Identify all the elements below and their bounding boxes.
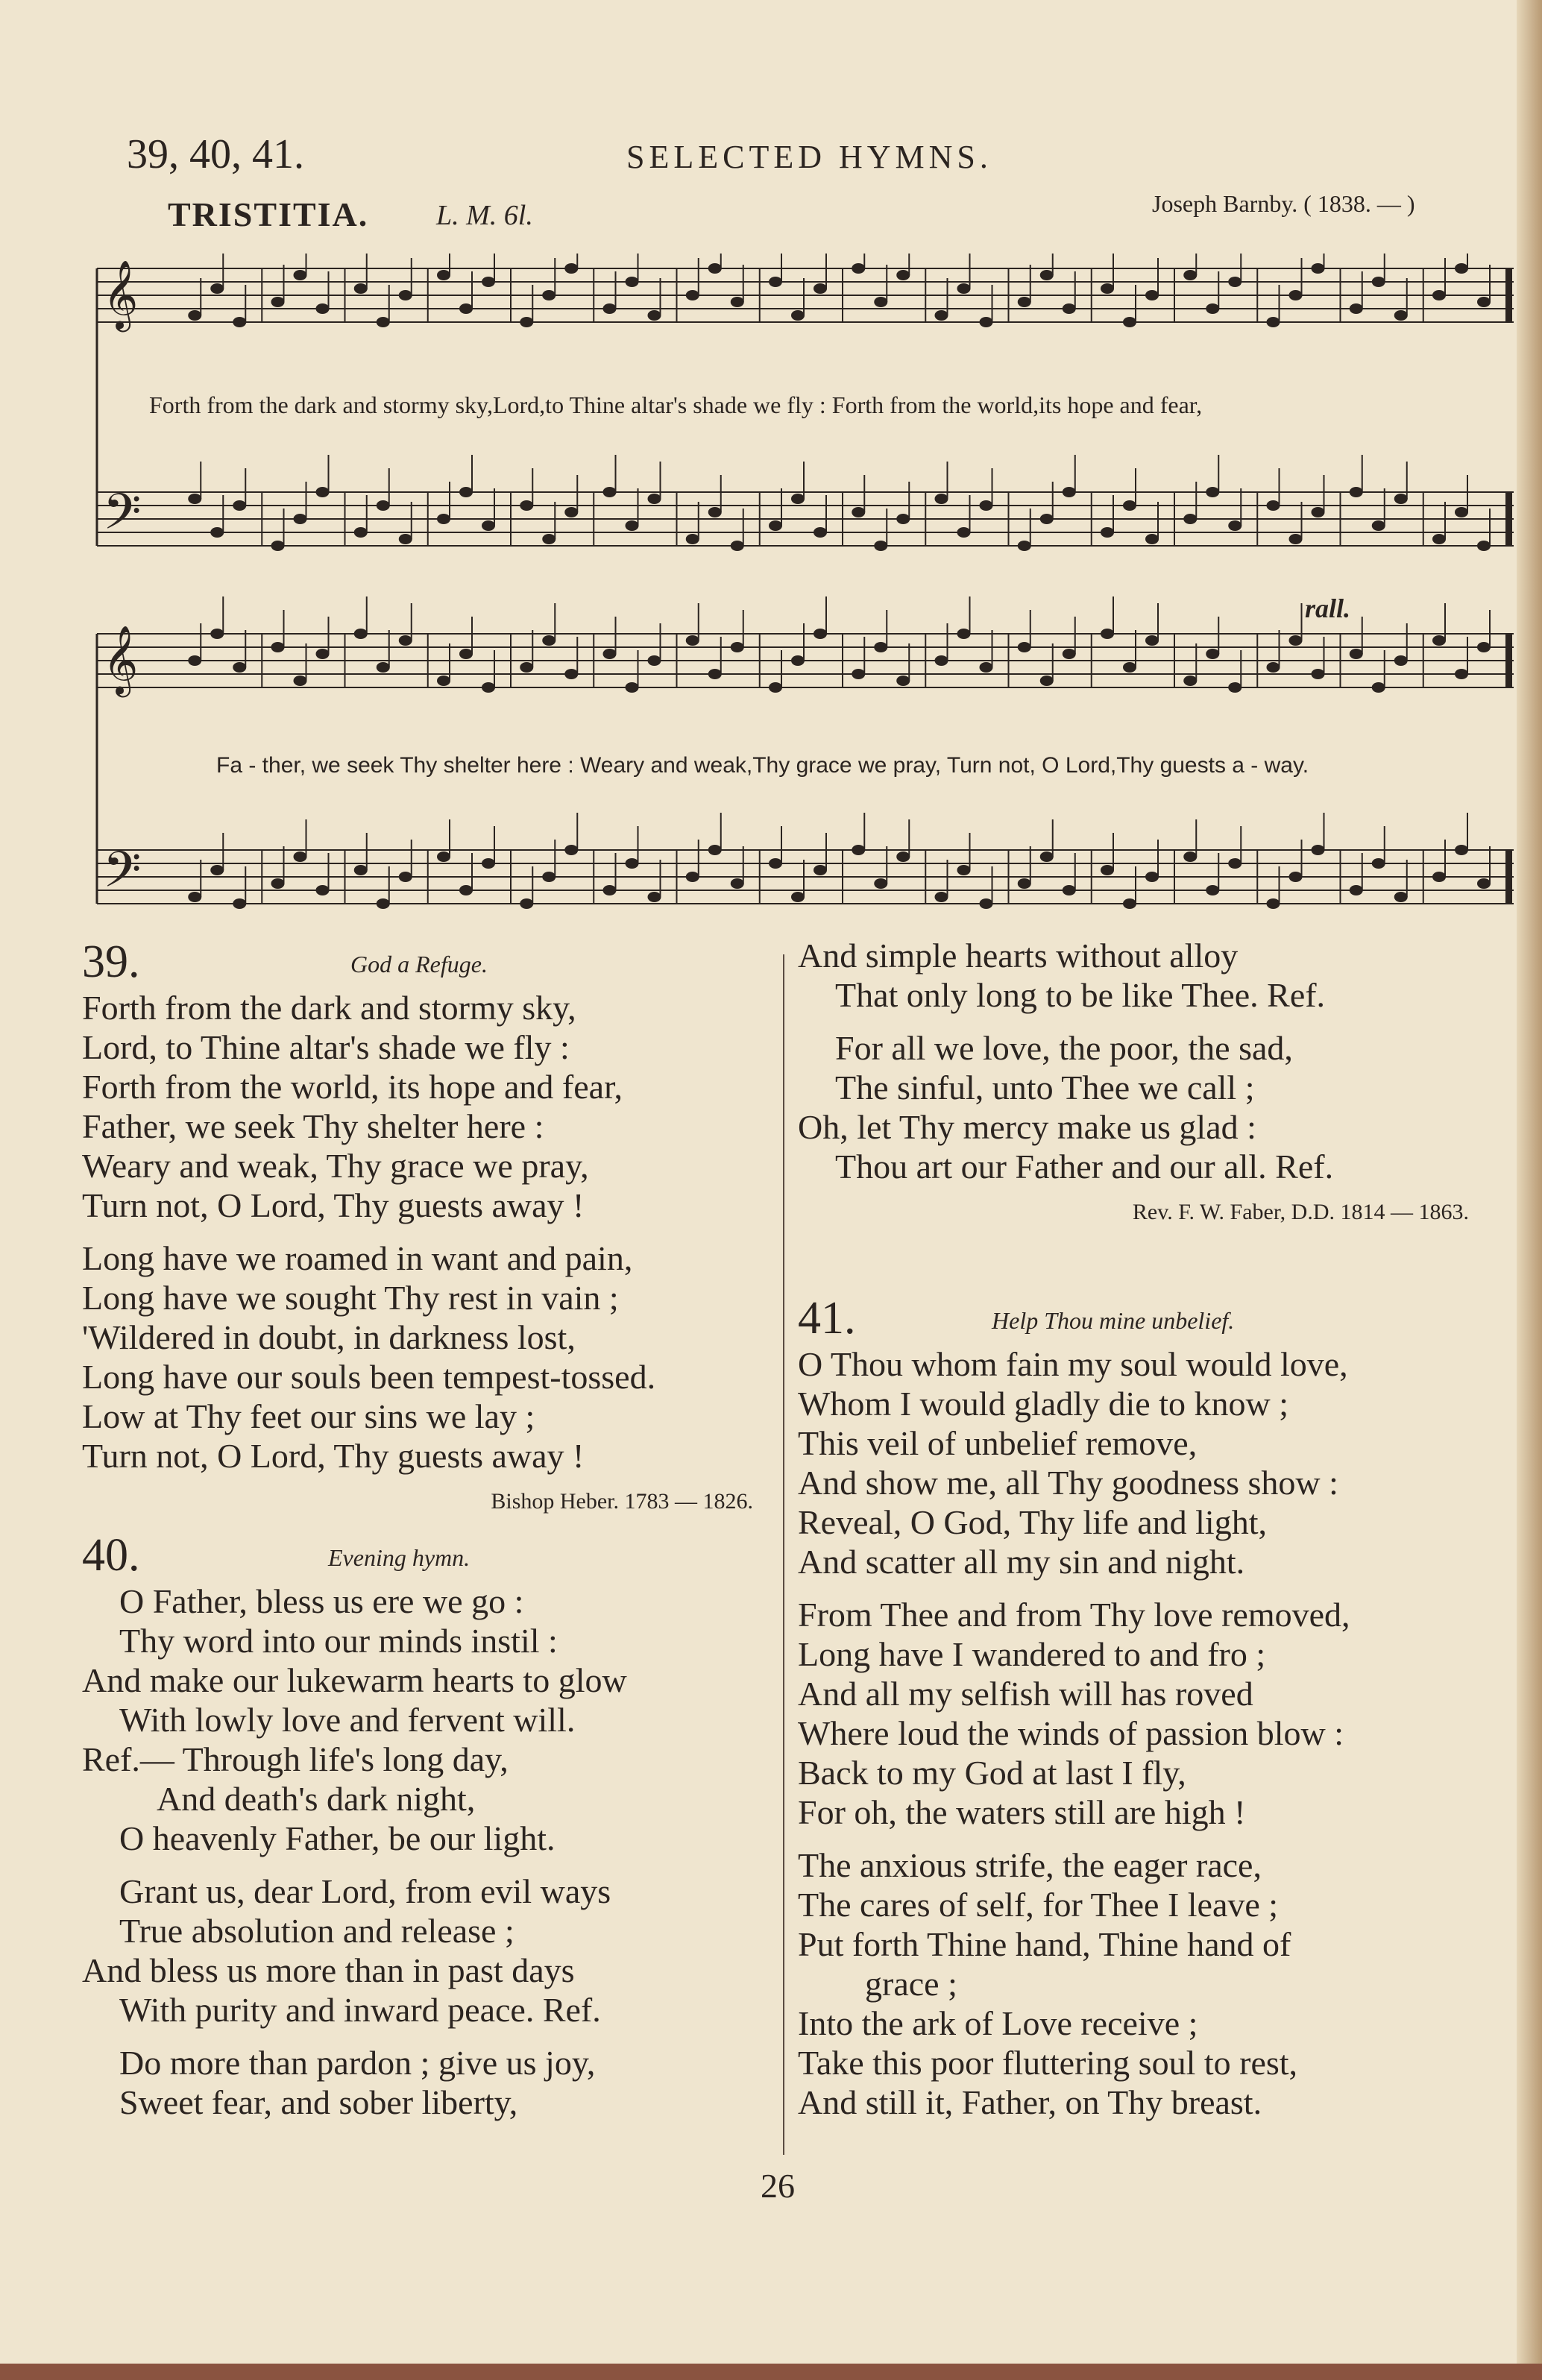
note-head <box>1267 317 1280 327</box>
verse-line: Take this poor fluttering soul to rest, <box>798 2044 1298 2082</box>
note-head <box>459 649 473 659</box>
verse-line: Grant us, dear Lord, from evil ways <box>119 1872 611 1910</box>
note-head <box>814 283 827 294</box>
note-head <box>626 858 639 869</box>
page-header <box>119 130 1453 183</box>
note-head <box>648 892 661 902</box>
verse-line: And make our lukewarm hearts to glow <box>82 1661 627 1699</box>
note-head <box>1372 682 1385 693</box>
note-head <box>564 507 578 517</box>
note-head <box>769 858 782 869</box>
verse-line: Long have we roamed in want and pain, <box>82 1239 633 1277</box>
note-head <box>603 487 617 497</box>
note-head <box>1477 541 1491 551</box>
note-head <box>399 534 412 544</box>
note-head <box>852 845 865 855</box>
note-head <box>708 507 722 517</box>
note-head <box>354 629 368 639</box>
note-head <box>708 845 722 855</box>
note-head <box>1063 885 1076 895</box>
hymn-numbers: 39, 40, 41. <box>127 131 304 177</box>
note-head <box>1477 878 1491 889</box>
note-head <box>1183 270 1197 280</box>
refrain-line: Ref.— Through life's long day, <box>82 1740 509 1778</box>
note-head <box>1145 635 1159 646</box>
hymn-number: 40. <box>82 1530 140 1581</box>
tune-line <box>168 190 1497 235</box>
verse-line: Where loud the winds of passion blow : <box>798 1714 1344 1752</box>
hymn-subtitle: God a Refuge. <box>350 951 488 978</box>
note-head <box>542 290 556 300</box>
final-bar <box>1506 268 1512 322</box>
note-head <box>1432 534 1446 544</box>
verse-line: Do more than pardon ; give us joy, <box>119 2044 596 2082</box>
verse-line: Thy word into our minds instil : <box>119 1622 558 1660</box>
lyrics-line-1: Forth from the dark and stormy sky,Lord,to Thine altar's shade we fly : Forth from the world,its hope and fear, <box>149 391 1203 418</box>
note-head <box>935 494 948 504</box>
note-head <box>1312 845 1325 855</box>
tune-meter: L. M. 6l. <box>436 200 533 231</box>
note-head <box>1394 310 1408 321</box>
stanza <box>82 1238 775 1476</box>
note-head <box>1267 898 1280 909</box>
treble-clef-icon: 𝄞 <box>103 259 139 329</box>
note-head <box>1477 642 1491 652</box>
verse-line: Sweet fear, and sober liberty, <box>119 2083 518 2121</box>
note-head <box>1040 851 1054 862</box>
note-head <box>564 263 578 274</box>
note-head <box>316 303 330 314</box>
note-head <box>482 858 495 869</box>
verse-line: Turn not, O Lord, Thy guests away ! <box>82 1186 585 1224</box>
note-head <box>316 649 330 659</box>
note-head <box>1063 649 1076 659</box>
note-head <box>874 878 887 889</box>
note-head <box>1432 635 1446 646</box>
page-number: 26 <box>761 2167 795 2205</box>
note-head <box>1267 500 1280 511</box>
note-head <box>1018 642 1031 652</box>
verse-line: Oh, let Thy mercy make us glad : <box>798 1108 1256 1146</box>
verse-line: Lord, to Thine altar's shade we fly : <box>82 1028 570 1066</box>
note-head <box>1123 317 1136 327</box>
note-head <box>520 317 533 327</box>
note-head <box>1101 527 1114 538</box>
note-head <box>377 500 390 511</box>
note-head <box>1018 541 1031 551</box>
score-staves <box>89 254 1521 925</box>
note-head <box>1123 898 1136 909</box>
verse-line: Reveal, O God, Thy life and light, <box>798 1503 1267 1541</box>
verse-line: And scatter all my sin and night. <box>798 1543 1245 1581</box>
note-head <box>520 898 533 909</box>
note-head <box>1312 263 1325 274</box>
verse-line: grace ; <box>865 1965 957 2003</box>
note-head <box>648 494 661 504</box>
verse-line: Low at Thy feet our sins we lay ; <box>82 1397 535 1435</box>
note-head <box>1063 303 1076 314</box>
note-head <box>980 317 993 327</box>
note-head <box>686 290 699 300</box>
note-head <box>731 878 744 889</box>
note-head <box>210 283 224 294</box>
note-head <box>1040 270 1054 280</box>
note-head <box>731 541 744 551</box>
note-head <box>980 662 993 673</box>
note-head <box>520 662 533 673</box>
note-head <box>399 290 412 300</box>
hymn-41-heading <box>798 1292 1491 1344</box>
verse-line: Long have I wandered to and fro ; <box>798 1635 1266 1673</box>
rallentando-mark: rall. <box>1305 594 1351 623</box>
note-head <box>626 520 639 531</box>
note-head <box>1183 851 1197 862</box>
note-head <box>1018 878 1031 889</box>
note-head <box>233 898 246 909</box>
verse-line: And simple hearts without alloy <box>798 936 1239 975</box>
note-head <box>935 892 948 902</box>
note-head <box>1123 500 1136 511</box>
verse-line: This veil of unbelief remove, <box>798 1424 1198 1462</box>
note-head <box>1145 534 1159 544</box>
note-head <box>814 629 827 639</box>
note-head <box>708 263 722 274</box>
verse-line: And all my selfish will has roved <box>798 1675 1253 1713</box>
note-head <box>520 500 533 511</box>
note-head <box>896 851 910 862</box>
note-head <box>542 872 556 882</box>
note-head <box>233 662 246 673</box>
note-head <box>1455 263 1468 274</box>
hymn-subtitle: Help Thou mine unbelief. <box>992 1307 1235 1334</box>
verse-line: That only long to be like Thee. Ref. <box>835 976 1326 1014</box>
note-head <box>233 317 246 327</box>
note-head <box>935 655 948 666</box>
note-head <box>1394 655 1408 666</box>
verse-line: Forth from the world, its hope and fear, <box>82 1068 623 1106</box>
note-head <box>188 310 201 321</box>
verse-line: Forth from the dark and stormy sky, <box>82 989 576 1027</box>
note-head <box>1206 649 1219 659</box>
note-head <box>210 629 224 639</box>
note-head <box>1228 277 1242 287</box>
stanza <box>798 1595 1491 1832</box>
note-head <box>1040 676 1054 686</box>
composer: Joseph Barnby. ( 1838. — ) <box>1152 190 1415 217</box>
note-head <box>1455 669 1468 679</box>
verse-line: O Father, bless us ere we go : <box>119 1582 524 1620</box>
note-head <box>1432 290 1446 300</box>
hymn-number: 41. <box>798 1293 856 1344</box>
author-attribution: Bishop Heber. 1783 — 1826. <box>491 1489 753 1514</box>
bass-clef-icon: 𝄢 <box>103 483 142 552</box>
note-head <box>294 270 307 280</box>
verse-line: True absolution and release ; <box>119 1912 514 1950</box>
bottom-border <box>0 2364 1542 2380</box>
note-head <box>1394 494 1408 504</box>
stanza <box>82 1581 775 1858</box>
note-head <box>271 297 285 307</box>
note-head <box>626 682 639 693</box>
verse-line: Long have we sought Thy rest in vain ; <box>82 1279 619 1317</box>
note-head <box>603 303 617 314</box>
verse-line: Back to my God at last I fly, <box>798 1754 1186 1792</box>
note-head <box>459 487 473 497</box>
verse-line: And still it, Father, on Thy breast. <box>798 2083 1262 2121</box>
note-head <box>1206 303 1219 314</box>
note-head <box>874 541 887 551</box>
note-head <box>731 642 744 652</box>
note-head <box>814 865 827 875</box>
note-head <box>791 494 805 504</box>
note-head <box>1455 507 1468 517</box>
note-head <box>686 534 699 544</box>
note-head <box>1101 865 1114 875</box>
note-head <box>1432 872 1446 882</box>
note-head <box>1477 297 1491 307</box>
note-head <box>1312 507 1325 517</box>
stanza <box>798 936 1491 1015</box>
note-head <box>1350 885 1363 895</box>
note-head <box>1372 858 1385 869</box>
note-head <box>1101 283 1114 294</box>
note-head <box>1145 290 1159 300</box>
note-head <box>957 527 971 538</box>
bass-clef-icon: 𝄢 <box>103 841 142 910</box>
note-head <box>210 865 224 875</box>
note-head <box>648 655 661 666</box>
note-head <box>437 851 450 862</box>
note-head <box>354 283 368 294</box>
verse-line: Turn not, O Lord, Thy guests away ! <box>82 1437 585 1475</box>
note-head <box>626 277 639 287</box>
note-head <box>769 520 782 531</box>
verse-line: With lowly love and fervent will. <box>119 1701 576 1739</box>
verse-line: 'Wildered in doubt, in darkness lost, <box>82 1318 576 1356</box>
note-head <box>1372 520 1385 531</box>
note-head <box>399 872 412 882</box>
verse-line: Father, we seek Thy shelter here : <box>82 1107 544 1145</box>
verse-line: Long have our souls been tempest-tossed. <box>82 1358 656 1396</box>
note-head <box>769 682 782 693</box>
hymn-40-heading <box>82 1529 775 1581</box>
verse-line: Thou art our Father and our all. Ref. <box>835 1148 1334 1186</box>
note-head <box>294 676 307 686</box>
note-head <box>188 494 201 504</box>
note-head <box>1312 669 1325 679</box>
verse-line: The sinful, unto Thee we call ; <box>835 1068 1255 1106</box>
note-head <box>1228 520 1242 531</box>
note-head <box>874 642 887 652</box>
note-head <box>1289 534 1303 544</box>
note-head <box>188 892 201 902</box>
author-attribution: Rev. F. W. Faber, D.D. 1814 — 1863. <box>1132 1200 1469 1224</box>
note-head <box>564 669 578 679</box>
note-head <box>686 872 699 882</box>
note-head <box>648 310 661 321</box>
note-head <box>482 682 495 693</box>
note-head <box>1455 845 1468 855</box>
note-head <box>482 277 495 287</box>
verse-line: And show me, all Thy goodness show : <box>798 1464 1338 1502</box>
note-head <box>791 655 805 666</box>
note-head <box>437 270 450 280</box>
note-head <box>271 541 285 551</box>
note-head <box>1145 872 1159 882</box>
note-head <box>564 845 578 855</box>
verse-line: And bless us more than in past days <box>82 1951 575 1989</box>
note-head <box>852 669 865 679</box>
note-head <box>791 310 805 321</box>
note-head <box>935 310 948 321</box>
verse-line: O Thou whom fain my soul would love, <box>798 1345 1348 1383</box>
stanza <box>82 988 775 1225</box>
final-bar <box>1506 850 1512 904</box>
note-head <box>1206 885 1219 895</box>
note-head <box>1040 514 1054 524</box>
note-head <box>1018 297 1031 307</box>
stanza <box>82 1871 775 2030</box>
verse-line: From Thee and from Thy love removed, <box>798 1596 1350 1634</box>
note-head <box>542 534 556 544</box>
note-head <box>316 487 330 497</box>
note-head <box>271 642 285 652</box>
verse-line: For all we love, the poor, the sad, <box>835 1029 1293 1067</box>
note-head <box>1289 290 1303 300</box>
note-head <box>482 520 495 531</box>
left-column <box>82 936 775 2135</box>
note-head <box>1183 676 1197 686</box>
refrain-line: And death's dark night, <box>157 1780 476 1818</box>
tune-name: TRISTITIA. <box>168 195 369 233</box>
note-head <box>294 514 307 524</box>
note-head <box>1228 858 1242 869</box>
note-head <box>459 885 473 895</box>
note-head <box>210 527 224 538</box>
note-head <box>188 655 201 666</box>
note-head <box>1350 303 1363 314</box>
note-head <box>957 629 971 639</box>
note-head <box>791 892 805 902</box>
note-head <box>603 649 617 659</box>
treble-clef-icon: 𝄞 <box>103 625 139 694</box>
hymn-subtitle: Evening hymn. <box>328 1544 471 1571</box>
note-head <box>957 865 971 875</box>
right-column <box>798 936 1491 2135</box>
note-head <box>1289 635 1303 646</box>
column-divider <box>783 954 784 2155</box>
note-head <box>708 669 722 679</box>
note-head <box>542 635 556 646</box>
note-head <box>233 500 246 511</box>
note-head <box>316 885 330 895</box>
hymn-39-heading <box>82 936 775 988</box>
note-head <box>874 297 887 307</box>
stanza <box>798 1344 1491 1581</box>
note-head <box>814 527 827 538</box>
note-head <box>769 277 782 287</box>
note-head <box>437 676 450 686</box>
note-head <box>459 303 473 314</box>
note-head <box>852 263 865 274</box>
note-head <box>980 500 993 511</box>
note-head <box>354 865 368 875</box>
note-head <box>896 514 910 524</box>
note-head <box>294 851 307 862</box>
note-head <box>957 283 971 294</box>
note-head <box>1289 872 1303 882</box>
hymn-number: 39. <box>82 936 140 987</box>
note-head <box>1123 662 1136 673</box>
verse-line: The cares of self, for Thee I leave ; <box>798 1886 1279 1924</box>
stanza <box>798 1028 1491 1186</box>
note-head <box>437 514 450 524</box>
verse-line: Put forth Thine hand, Thine hand of <box>798 1925 1291 1963</box>
final-bar <box>1506 492 1512 546</box>
note-head <box>1267 662 1280 673</box>
note-head <box>1206 487 1219 497</box>
note-head <box>377 662 390 673</box>
note-head <box>377 317 390 327</box>
running-title: SELECTED HYMNS. <box>626 139 992 175</box>
note-head <box>377 898 390 909</box>
verse-line: Whom I would gladly die to know ; <box>798 1385 1288 1423</box>
verse-line: With purity and inward peace. Ref. <box>119 1991 601 2029</box>
verse-line: Into the ark of Love receive ; <box>798 2004 1198 2042</box>
note-head <box>1372 277 1385 287</box>
note-head <box>603 885 617 895</box>
stanza <box>798 1845 1491 2122</box>
refrain-line: O heavenly Father, be our light. <box>119 1819 556 1857</box>
stanza <box>82 2043 775 2122</box>
note-head <box>1183 514 1197 524</box>
verse-line: Weary and weak, Thy grace we pray, <box>82 1147 589 1185</box>
note-head <box>354 527 368 538</box>
note-head <box>1101 629 1114 639</box>
final-bar <box>1506 634 1512 687</box>
note-head <box>896 270 910 280</box>
note-head <box>1228 682 1242 693</box>
note-head <box>980 898 993 909</box>
note-head <box>896 676 910 686</box>
note-head <box>1063 487 1076 497</box>
note-head <box>271 878 285 889</box>
note-head <box>399 635 412 646</box>
note-head <box>1394 892 1408 902</box>
verse-line: The anxious strife, the eager race, <box>798 1846 1262 1884</box>
note-head <box>852 507 865 517</box>
note-head <box>1350 487 1363 497</box>
lyrics-line-2: Fa - ther, we seek Thy shelter here : Weary and weak,Thy grace we pray, Turn not, O Lord,Thy guests a - way. <box>216 753 1309 778</box>
note-head <box>686 635 699 646</box>
note-head <box>731 297 744 307</box>
note-head <box>1350 649 1363 659</box>
verse-line: For oh, the waters still are high ! <box>798 1793 1246 1831</box>
